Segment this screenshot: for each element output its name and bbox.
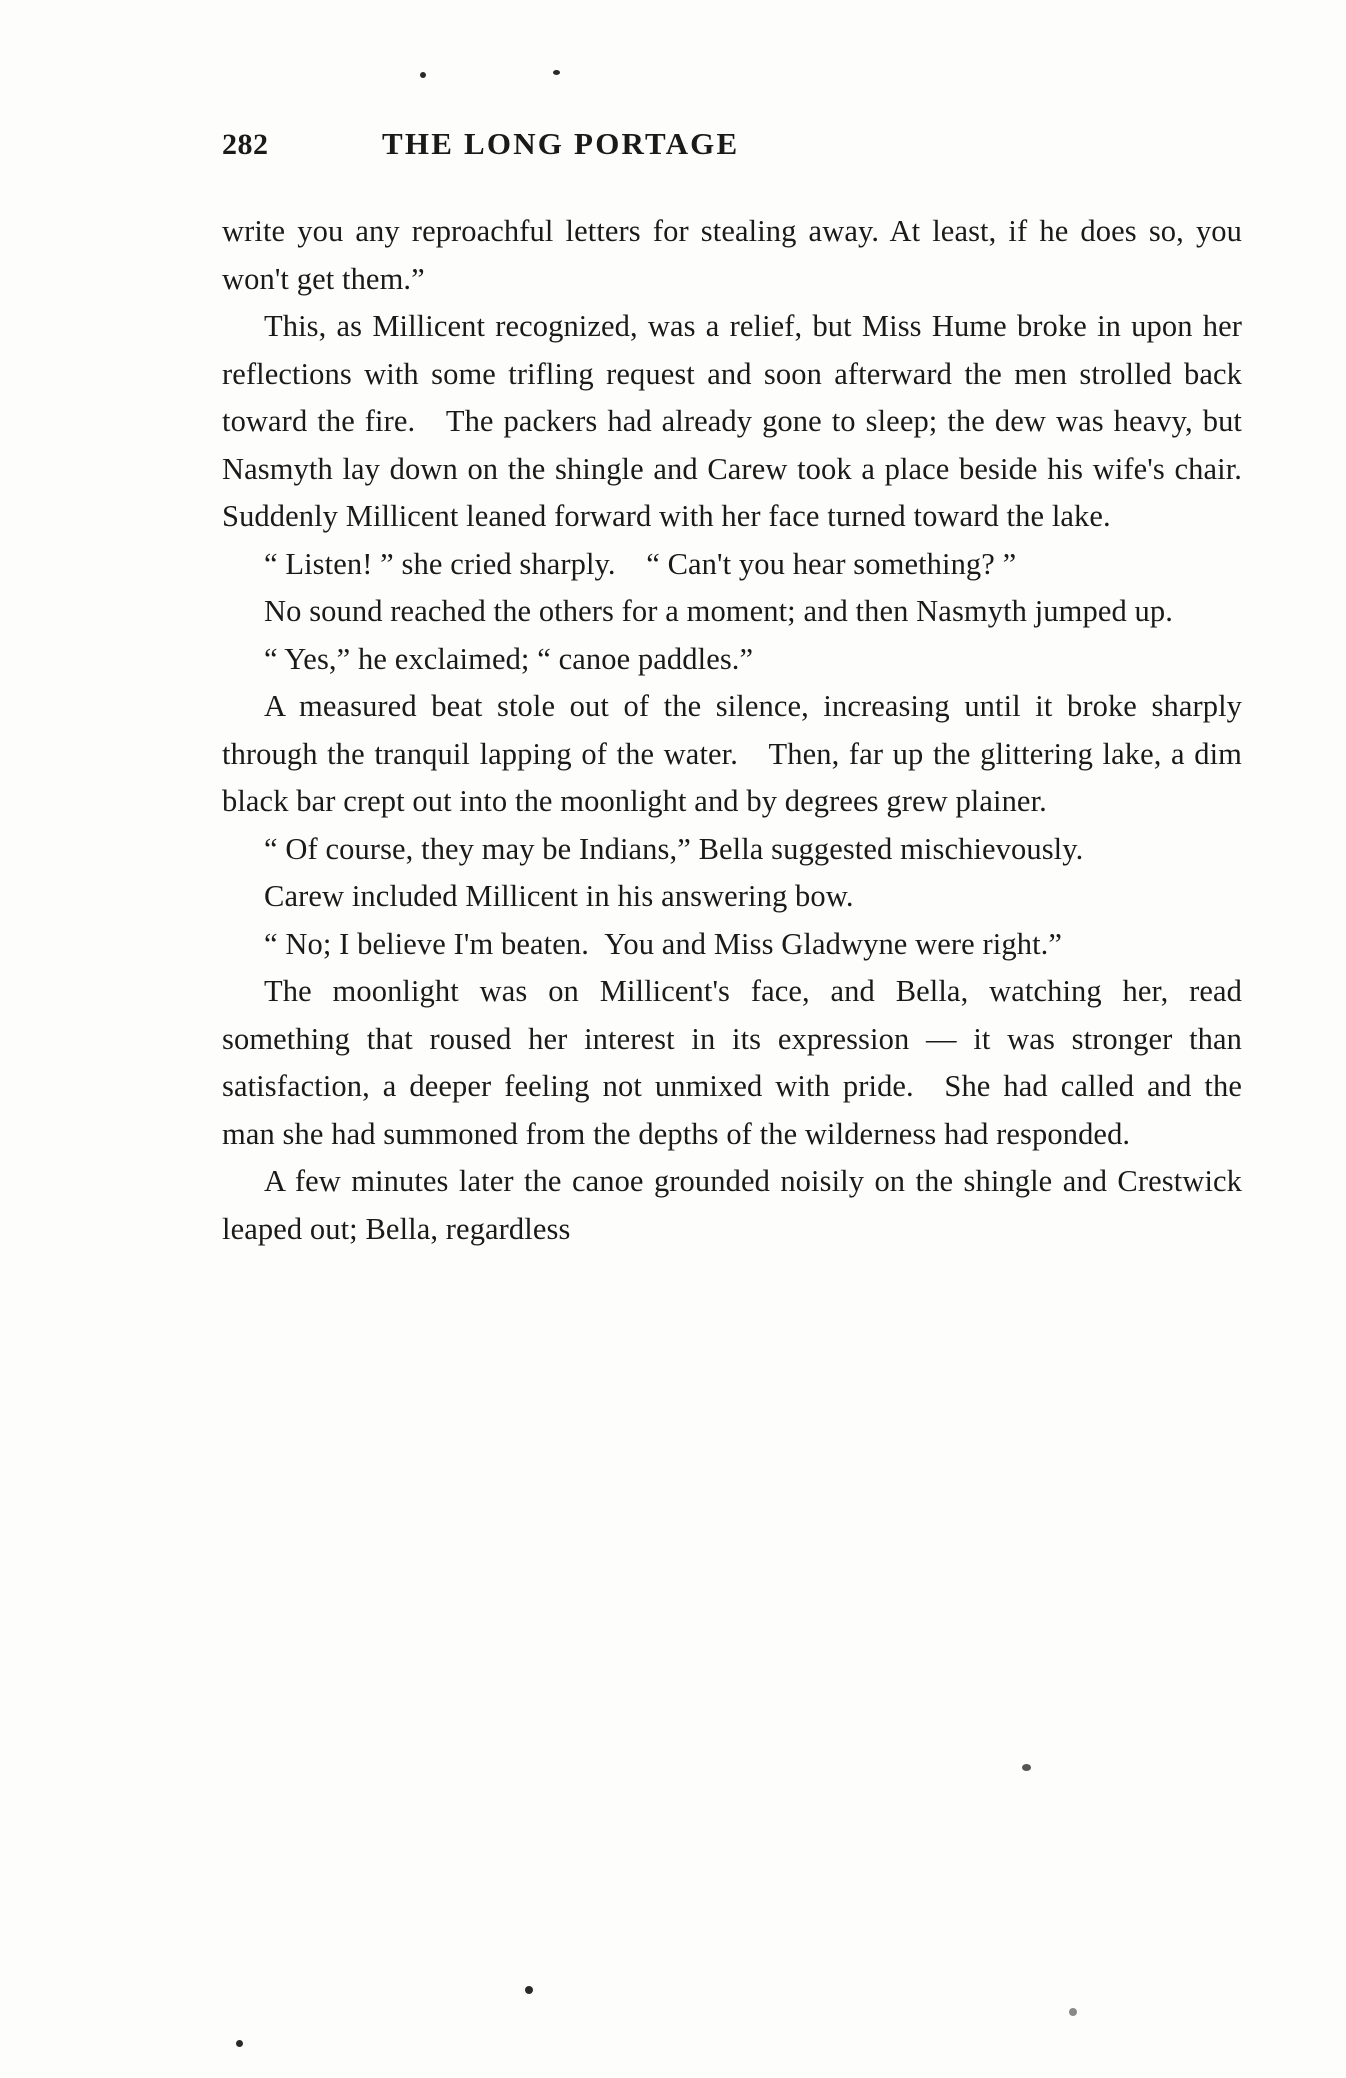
page-speck: [1069, 2008, 1077, 2016]
paragraph: No sound reached the others for a moment; and then Nasmyth jumped up.: [264, 594, 1173, 628]
page-speck: [420, 72, 426, 78]
page-speck: [553, 70, 560, 75]
paragraph: write you any reproachful letters for stealing away. At least, if he does so, you won't get them.”: [222, 214, 1242, 296]
paragraph: “ Of course, they may be Indians,” Bella suggested mischievously.: [264, 831, 1084, 866]
paragraph: This, as Millicent recognized, was a relief, but Miss Hume broke in upon her reflections with some trifling request and soon afterward the men strolled back toward the fire. The packers had already gone to sleep; the dew was heavy, but Nasmyth lay down on the shingle and Carew took a place beside his wife's chair. Suddenly Millicent leaned forward with her face turned toward the lake.: [222, 309, 1242, 533]
page-header: [222, 126, 1242, 162]
paragraph: “ Yes,” he exclaimed; “ canoe paddles.”: [264, 641, 754, 676]
paragraph: “ No; I believe I'm beaten. You and Miss Gladwyne were right.”: [264, 926, 1063, 961]
body-text: [222, 208, 1242, 1253]
page-number: 282: [222, 128, 269, 161]
paragraph: The moonlight was on Millicent's face, and Bella, watching her, read something that roused her interest in its expression — it was stronger than satisfaction, a deeper feeling not unmixed with pride. She had called and the man she had summoned from the depths of the wilderness had responded.: [222, 974, 1242, 1151]
paragraph: “ Listen! ” she cried sharply. “ Can't you hear something? ”: [264, 546, 1017, 581]
page-content: [222, 126, 1242, 1253]
page-speck: [236, 2040, 243, 2047]
paragraph: A measured beat stole out of the silence, increasing until it broke sharply through the tranquil lapping of the water. Then, far up the glittering lake, a dim black bar crept out into the moonlight and by degrees grew plainer.: [222, 689, 1242, 818]
paragraph: A few minutes later the canoe grounded noisily on the shingle and Crestwick leaped out; Bella, regardless: [222, 1164, 1242, 1246]
paragraph: Carew included Millicent in his answering bow.: [264, 879, 854, 913]
page-speck: [1022, 1764, 1031, 1771]
running-head: THE LONG PORTAGE: [382, 126, 740, 161]
page-speck: [525, 1986, 533, 1994]
